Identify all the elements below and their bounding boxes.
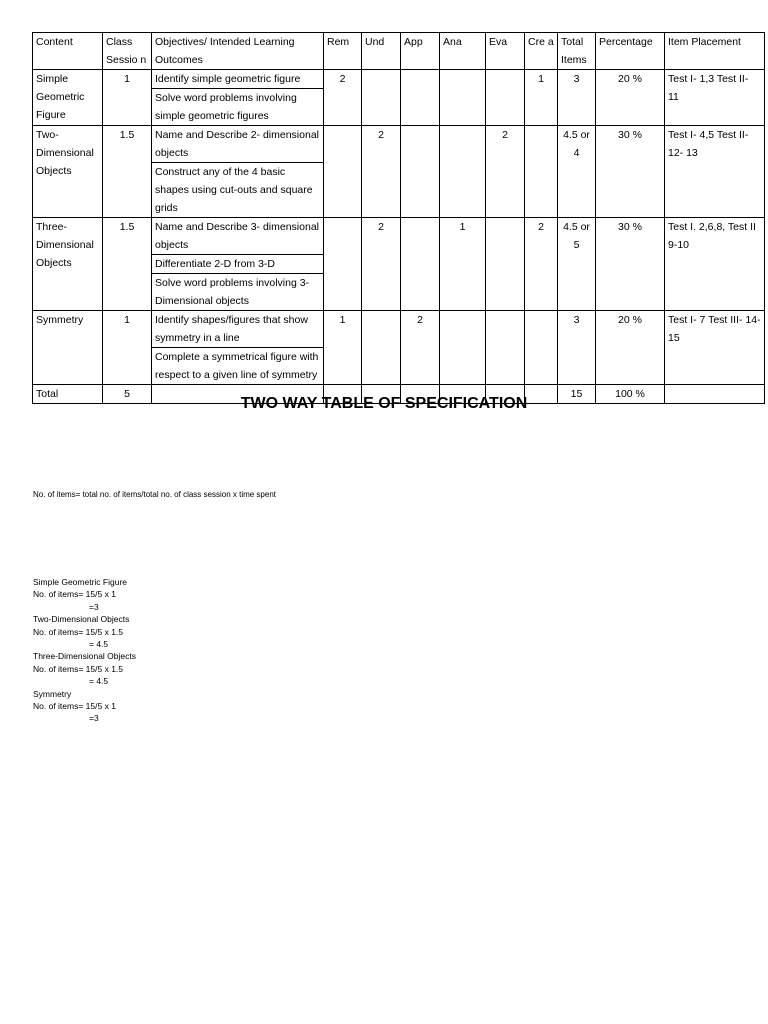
header-cell: Objectives/ Intended Learning Outcomes [152, 33, 324, 70]
und-cell: 2 [362, 218, 401, 311]
header-cell: Rem [324, 33, 362, 70]
rem-cell: 2 [324, 70, 362, 126]
crea-cell: 2 [525, 218, 558, 311]
content-cell: Symmetry [33, 311, 103, 385]
total-items-sum: 15 [558, 385, 596, 404]
objective-item: Name and Describe 2- dimensional objects [152, 126, 323, 163]
ana-cell [440, 311, 486, 385]
objective-item: Name and Describe 3- dimensional objects [152, 218, 323, 255]
objectives-cell [152, 218, 324, 311]
header-cell: Content [33, 33, 103, 70]
placement-cell: Test I- 1,3 Test II- 11 [665, 70, 765, 126]
calc-expression: No. of items= 15/5 x 1 [33, 701, 116, 712]
objective-item: Identify simple geometric figure [152, 70, 323, 89]
ana-cell [440, 126, 486, 218]
calc-heading: Simple Geometric Figure [33, 577, 128, 587]
calculations-block [33, 576, 136, 725]
app-cell: 2 [401, 311, 440, 385]
total-sessions-cell: 5 [103, 385, 152, 404]
objective-item: Solve word problems involving 3- Dimensional objects [155, 277, 310, 307]
ana-cell: 1 [440, 218, 486, 311]
objectives-cell [152, 70, 324, 126]
objective-item: Differentiate 2-D from 3-D [152, 255, 323, 274]
rem-cell: 1 [324, 311, 362, 385]
crea-cell [525, 126, 558, 218]
calc-heading: Two-Dimensional Objects [33, 614, 130, 625]
placement-cell: Test I- 7 Test III- 14- 15 [665, 311, 765, 385]
header-cell: Cre a [525, 33, 558, 70]
objective-item: Construct any of the 4 basic shapes using cut-outs and square grids [155, 166, 313, 214]
objectives-cell [152, 126, 324, 218]
app-cell [401, 70, 440, 126]
calc-expression: No. of items= 15/5 x 1.5 [33, 626, 124, 637]
und-cell: 2 [362, 126, 401, 218]
percentage-cell: 20 % [596, 311, 665, 385]
calc-result: =3 [89, 713, 99, 724]
calc-expression: No. of items= 15/5 x 1 [33, 589, 116, 600]
header-cell: Und [362, 33, 401, 70]
eva-cell: 2 [486, 126, 525, 218]
crea-cell [525, 311, 558, 385]
sessions-cell: 1.5 [103, 126, 152, 218]
objective-item: Complete a symmetrical figure with respect to a given line of symmetry [155, 351, 319, 381]
objectives-cell [152, 311, 324, 385]
sessions-cell: 1 [103, 70, 152, 126]
calc-heading: Three-Dimensional Objects [33, 651, 136, 662]
calc-result: = 4.5 [89, 639, 109, 650]
ana-cell [440, 70, 486, 126]
placement-cell: Test I- 4,5 Test II- 12- 13 [665, 126, 765, 218]
crea-cell: 1 [525, 70, 558, 126]
objective-item: Identify shapes/figures that show symmetry in a line [152, 311, 323, 348]
total-label: Total [33, 385, 103, 404]
eva-cell [486, 218, 525, 311]
table-row [33, 70, 765, 126]
total-items-cell: 4.5 or 5 [558, 218, 596, 311]
und-cell [362, 70, 401, 126]
app-cell [401, 218, 440, 311]
header-cell: Item Placement [665, 33, 765, 70]
total-items-cell: 3 [558, 311, 596, 385]
header-cell: Percentage [596, 33, 665, 70]
total-items-cell: 3 [558, 70, 596, 126]
content-cell: Simple Geometric Figure [33, 70, 103, 126]
header-cell: Total Items [558, 33, 596, 70]
table-row [33, 218, 765, 311]
calc-result: =3 [89, 601, 99, 612]
content-cell: Three- Dimensional Objects [33, 218, 103, 311]
content-cell: Two- Dimensional Objects [33, 126, 103, 218]
rem-cell [324, 218, 362, 311]
calc-result: = 4.5 [89, 676, 109, 687]
calc-expression: No. of items= 15/5 x 1.5 [33, 663, 124, 674]
document-title: TWO WAY TABLE OF SPECIFICATION [240, 395, 528, 412]
und-cell [362, 311, 401, 385]
total-items-cell: 4.5 or 4 [558, 126, 596, 218]
placement-cell: Test I. 2,6,8, Test II 9-10 [665, 218, 765, 311]
header-cell: App [401, 33, 440, 70]
app-cell [401, 126, 440, 218]
header-cell: Ana [440, 33, 486, 70]
percentage-cell: 30 % [596, 126, 665, 218]
header-cell: Eva [486, 33, 525, 70]
rem-cell [324, 126, 362, 218]
table-header-row [33, 33, 765, 70]
specification-table [32, 32, 765, 404]
sessions-cell: 1 [103, 311, 152, 385]
table-row [33, 126, 765, 218]
eva-cell [486, 311, 525, 385]
percentage-cell: 30 % [596, 218, 665, 311]
sessions-cell: 1.5 [103, 218, 152, 311]
header-cell: Class Sessio n [103, 33, 152, 70]
formula-text: No. of items= total no. of items/total no. of class session x time spent [33, 490, 276, 499]
calc-heading: Symmetry [33, 688, 72, 699]
eva-cell [486, 70, 525, 126]
objective-item: Solve word problems involving simple geometric figures [155, 92, 297, 122]
table-row [33, 311, 765, 385]
percentage-cell: 20 % [596, 70, 665, 126]
total-percentage: 100 % [596, 385, 665, 404]
